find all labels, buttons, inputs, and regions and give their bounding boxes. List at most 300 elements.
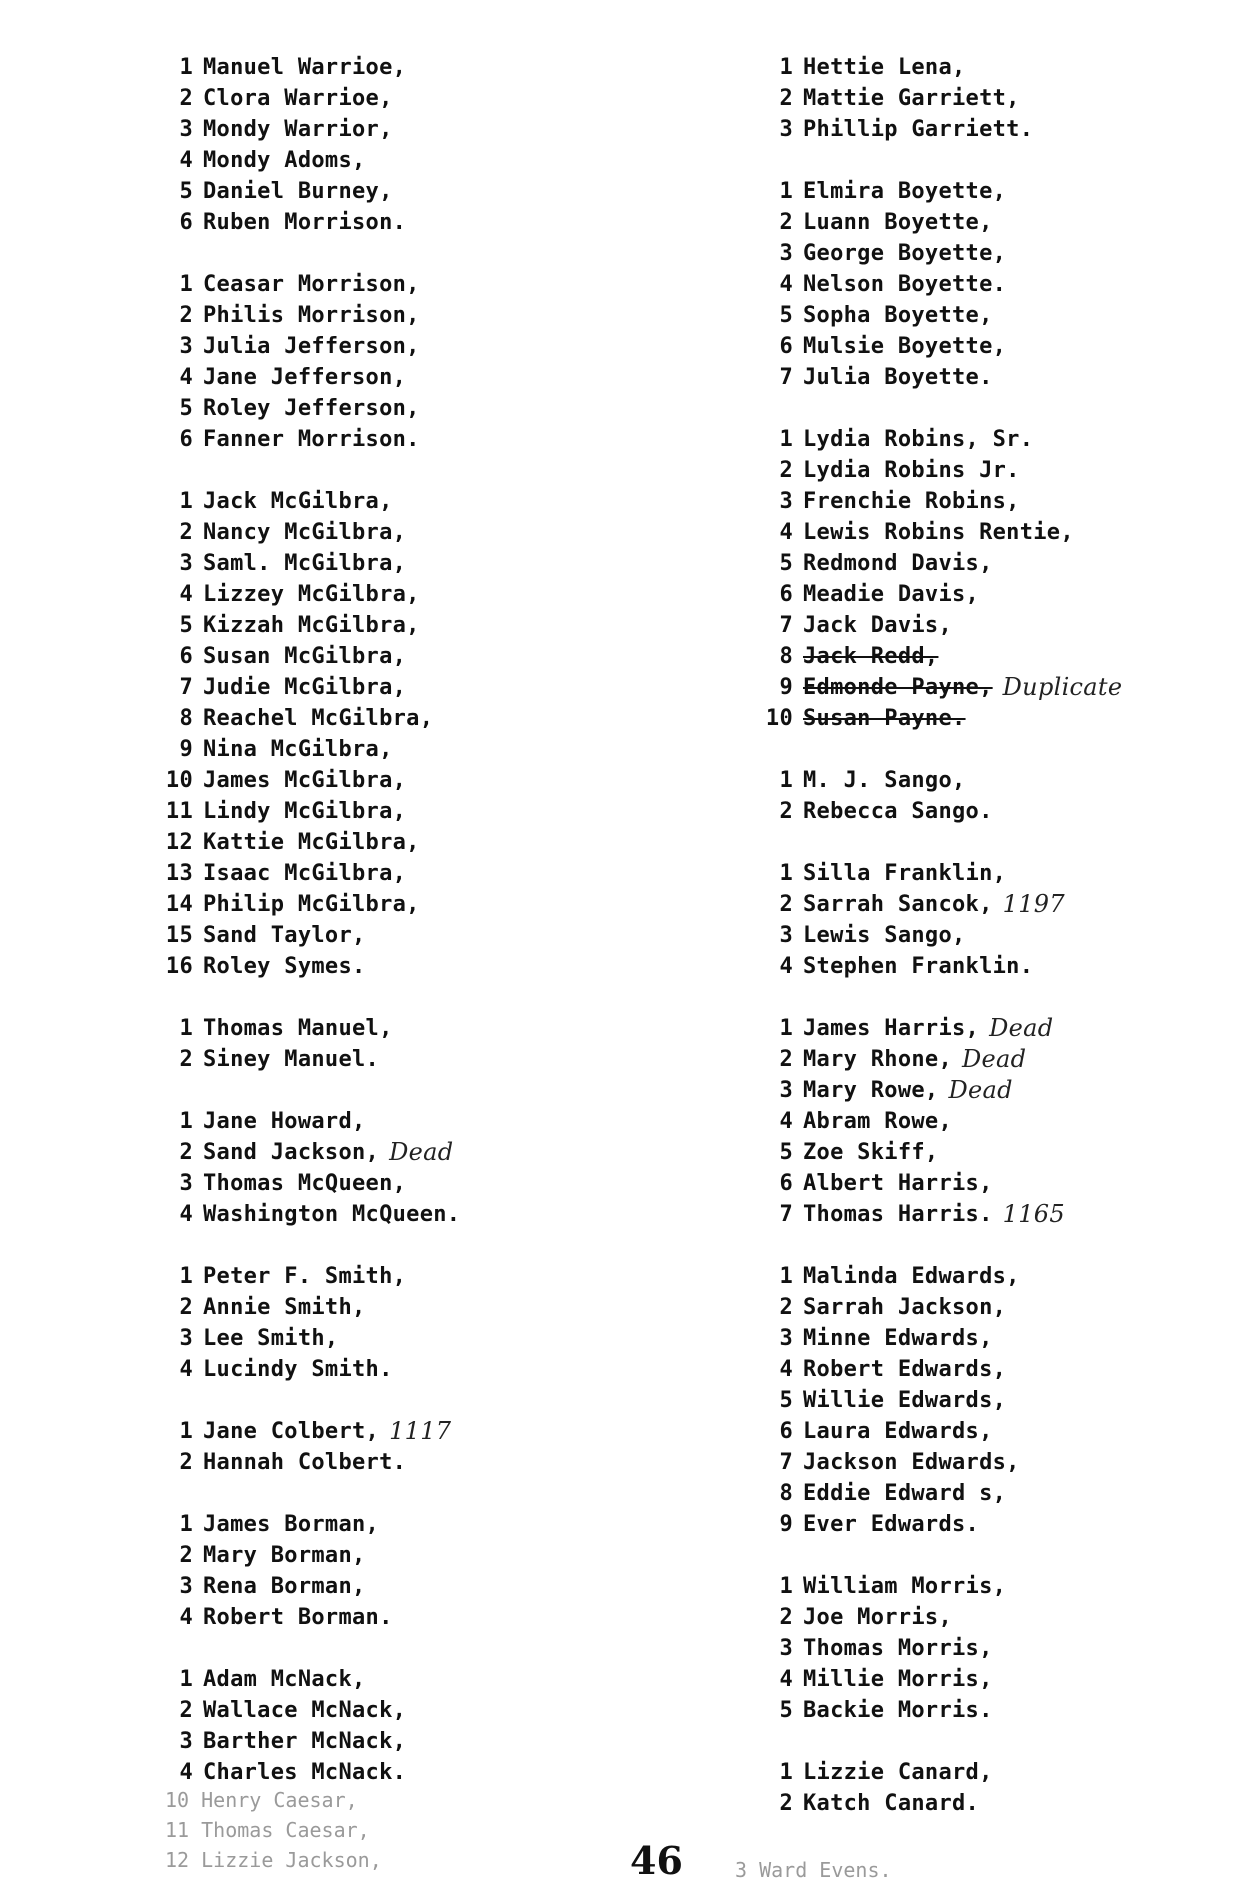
person-name: Phillip Garriett. <box>803 117 1034 142</box>
list-item <box>745 548 1215 579</box>
list-item <box>745 889 1215 920</box>
entry-number: 3 <box>779 1636 793 1661</box>
entry-number: 2 <box>179 1543 193 1568</box>
entry-number: 8 <box>779 1481 793 1506</box>
person-name: Jane Howard, <box>203 1109 366 1134</box>
entry-number: 4 <box>179 1760 193 1785</box>
page-number: 46 <box>630 1838 683 1883</box>
entry-number: 6 <box>779 1419 793 1444</box>
list-item <box>745 1571 1215 1602</box>
person-name: Mulsie Boyette, <box>803 334 1007 359</box>
list-item <box>145 889 615 920</box>
family-group <box>145 486 615 982</box>
person-name: Silla Franklin, <box>803 861 1007 886</box>
list-item <box>145 362 615 393</box>
list-item <box>745 1168 1215 1199</box>
person-name: Roley Jefferson, <box>203 396 420 421</box>
list-item <box>745 858 1215 889</box>
person-name: James McGilbra, <box>203 768 407 793</box>
list-item <box>145 1013 615 1044</box>
entry-number: 7 <box>779 1202 793 1227</box>
entry-number: 3 <box>779 117 793 142</box>
entry-number: 2 <box>179 1698 193 1723</box>
handwritten-note: Duplicate <box>1002 673 1123 701</box>
list-item <box>745 579 1215 610</box>
entry-number: 1 <box>179 1109 193 1134</box>
person-name: Sarrah Sancok, <box>803 892 993 917</box>
entry-number: 1 <box>779 1574 793 1599</box>
entry-number: 14 <box>165 892 193 917</box>
list-item <box>145 765 615 796</box>
list-item <box>145 1695 615 1726</box>
person-name: Mary Rowe, <box>803 1078 939 1103</box>
entry-number: 1 <box>779 1760 793 1785</box>
person-name: Redmond Davis, <box>803 551 993 576</box>
entry-number: 4 <box>779 272 793 297</box>
list-item <box>745 1602 1215 1633</box>
family-group <box>145 1106 615 1230</box>
person-name: Kizzah McGilbra, <box>203 613 420 638</box>
person-name: Thomas Manuel, <box>203 1016 393 1041</box>
family-group <box>145 269 615 455</box>
person-name: Lewis Sango, <box>803 923 966 948</box>
entry-number: 5 <box>779 303 793 328</box>
entry-number: 1 <box>179 1016 193 1041</box>
entry-number: 3 <box>779 1326 793 1351</box>
bleed-through-text: 12 Lizzie Jackson, <box>165 1848 382 1872</box>
list-item <box>145 300 615 331</box>
person-name: Jane Jefferson, <box>203 365 407 390</box>
entry-number: 3 <box>779 923 793 948</box>
handwritten-note: Dead <box>948 1076 1013 1104</box>
entry-number: 4 <box>179 1605 193 1630</box>
list-item <box>145 486 615 517</box>
list-item <box>745 300 1215 331</box>
entry-number: 2 <box>779 458 793 483</box>
entry-number: 5 <box>179 396 193 421</box>
person-name: Lewis Robins Rentie, <box>803 520 1074 545</box>
family-group <box>145 1261 615 1385</box>
person-name: Malinda Edwards, <box>803 1264 1020 1289</box>
person-name: Sand Jackson, <box>203 1140 380 1165</box>
entry-number: 2 <box>779 1791 793 1816</box>
entry-number: 4 <box>779 1667 793 1692</box>
person-name: Mondy Warrior, <box>203 117 393 142</box>
entry-number: 1 <box>179 1512 193 1537</box>
person-name: Mattie Garriett, <box>803 86 1020 111</box>
list-item <box>145 1199 615 1230</box>
list-item <box>145 672 615 703</box>
entry-number: 4 <box>179 148 193 173</box>
list-item <box>745 1354 1215 1385</box>
list-item <box>745 331 1215 362</box>
entry-number: 2 <box>779 86 793 111</box>
entry-number: 5 <box>779 1698 793 1723</box>
person-name: Isaac McGilbra, <box>203 861 407 886</box>
list-item <box>745 672 1215 703</box>
bleed-through-text: 10 Henry Caesar, <box>165 1788 358 1812</box>
entry-number: 4 <box>779 954 793 979</box>
family-group <box>745 176 1215 393</box>
entry-number: 2 <box>779 892 793 917</box>
person-name: Julia Jefferson, <box>203 334 420 359</box>
entry-number: 1 <box>779 427 793 452</box>
list-item <box>145 641 615 672</box>
person-name: Manuel Warrioe, <box>203 55 407 80</box>
entry-number: 1 <box>779 1016 793 1041</box>
list-item <box>145 1292 615 1323</box>
list-item <box>145 1416 615 1447</box>
list-item <box>145 920 615 951</box>
person-name: Backie Morris. <box>803 1698 993 1723</box>
entry-number: 4 <box>179 582 193 607</box>
bleed-through-text: 3 Ward Evens. <box>735 1858 892 1882</box>
person-name: William Morris, <box>803 1574 1007 1599</box>
entry-number: 13 <box>165 861 193 886</box>
person-name: Saml. McGilbra, <box>203 551 407 576</box>
person-name: Nina McGilbra, <box>203 737 393 762</box>
list-item <box>745 1013 1215 1044</box>
list-item <box>745 362 1215 393</box>
entry-number: 1 <box>779 861 793 886</box>
entry-number: 2 <box>179 303 193 328</box>
list-item <box>745 1447 1215 1478</box>
entry-number: 8 <box>179 706 193 731</box>
person-name: Mary Borman, <box>203 1543 366 1568</box>
person-name: Nelson Boyette. <box>803 272 1007 297</box>
person-name: Daniel Burney, <box>203 179 393 204</box>
person-name: Jackson Edwards, <box>803 1450 1020 1475</box>
list-item <box>145 1354 615 1385</box>
entry-number: 16 <box>165 954 193 979</box>
list-item <box>145 114 615 145</box>
person-name: Lee Smith, <box>203 1326 339 1351</box>
person-name: Sand Taylor, <box>203 923 366 948</box>
family-group <box>745 1013 1215 1230</box>
list-item <box>145 176 615 207</box>
family-group <box>745 424 1215 734</box>
list-item <box>145 207 615 238</box>
handwritten-note: 1165 <box>1002 1200 1065 1228</box>
person-name: Ever Edwards. <box>803 1512 980 1537</box>
family-group <box>745 765 1215 827</box>
entry-number: 1 <box>779 55 793 80</box>
list-item <box>145 269 615 300</box>
family-group <box>745 1757 1215 1819</box>
list-item <box>145 1323 615 1354</box>
list-item <box>145 734 615 765</box>
entry-number: 10 <box>165 768 193 793</box>
person-name: Kattie McGilbra, <box>203 830 420 855</box>
person-name: Wallace McNack, <box>203 1698 407 1723</box>
entry-number: 9 <box>779 1512 793 1537</box>
person-name: Edmonde Payne, <box>803 675 993 700</box>
list-item <box>145 1540 615 1571</box>
person-name: Katch Canard. <box>803 1791 980 1816</box>
person-name: Nancy McGilbra, <box>203 520 407 545</box>
person-name: Lydia Robins Jr. <box>803 458 1020 483</box>
person-name: Albert Harris, <box>803 1171 993 1196</box>
person-name: Susan Payne. <box>803 706 966 731</box>
list-item <box>145 796 615 827</box>
person-name: Elmira Boyette, <box>803 179 1007 204</box>
person-name: Julia Boyette. <box>803 365 993 390</box>
entry-number: 1 <box>179 272 193 297</box>
entry-number: 1 <box>779 1264 793 1289</box>
list-item <box>745 1137 1215 1168</box>
person-name: Thomas McQueen, <box>203 1171 407 1196</box>
person-name: Willie Edwards, <box>803 1388 1007 1413</box>
list-item <box>145 1137 615 1168</box>
list-item <box>145 1602 615 1633</box>
entry-number: 2 <box>179 1450 193 1475</box>
person-name: M. J. Sango, <box>803 768 966 793</box>
entry-number: 15 <box>165 923 193 948</box>
person-name: Siney Manuel. <box>203 1047 380 1072</box>
entry-number: 3 <box>179 117 193 142</box>
list-item <box>745 1044 1215 1075</box>
list-item <box>145 610 615 641</box>
entry-number: 2 <box>179 520 193 545</box>
list-item <box>745 920 1215 951</box>
entry-number: 4 <box>779 1357 793 1382</box>
entry-number: 6 <box>779 334 793 359</box>
entry-number: 4 <box>179 1202 193 1227</box>
list-item <box>745 1292 1215 1323</box>
handwritten-note: Dead <box>389 1138 454 1166</box>
list-item <box>145 424 615 455</box>
entry-number: 11 <box>165 799 193 824</box>
list-item <box>145 393 615 424</box>
entry-number: 1 <box>179 55 193 80</box>
person-name: Fanner Morrison. <box>203 427 420 452</box>
list-item <box>745 1695 1215 1726</box>
family-group <box>745 1571 1215 1726</box>
entry-number: 3 <box>179 334 193 359</box>
entry-number: 12 <box>165 830 193 855</box>
person-name: Thomas Harris. <box>803 1202 993 1227</box>
list-item <box>745 796 1215 827</box>
entry-number: 7 <box>779 1450 793 1475</box>
entry-number: 2 <box>779 1295 793 1320</box>
person-name: Peter F. Smith, <box>203 1264 407 1289</box>
person-name: Luann Boyette, <box>803 210 993 235</box>
person-name: Sopha Boyette, <box>803 303 993 328</box>
entry-number: 7 <box>779 365 793 390</box>
person-name: Mary Rhone, <box>803 1047 952 1072</box>
person-name: Millie Morris, <box>803 1667 993 1692</box>
list-item <box>145 1757 615 1788</box>
person-name: Abram Rowe, <box>803 1109 952 1134</box>
entry-number: 3 <box>779 241 793 266</box>
entry-number: 6 <box>179 210 193 235</box>
list-item <box>745 486 1215 517</box>
entry-number: 4 <box>779 1109 793 1134</box>
person-name: Ceasar Morrison, <box>203 272 420 297</box>
list-item <box>745 238 1215 269</box>
list-item <box>745 1075 1215 1106</box>
entry-number: 1 <box>179 1667 193 1692</box>
entry-number: 2 <box>179 1295 193 1320</box>
list-item <box>145 703 615 734</box>
person-name: Annie Smith, <box>203 1295 366 1320</box>
entry-number: 1 <box>779 768 793 793</box>
person-name: Clora Warrioe, <box>203 86 393 111</box>
entry-number: 6 <box>179 427 193 452</box>
list-item <box>145 1571 615 1602</box>
person-name: Hannah Colbert. <box>203 1450 407 1475</box>
entry-number: 1 <box>179 1419 193 1444</box>
list-item <box>745 1478 1215 1509</box>
family-group <box>145 1416 615 1478</box>
list-item <box>745 52 1215 83</box>
entry-number: 2 <box>179 1047 193 1072</box>
person-name: Laura Edwards, <box>803 1419 993 1444</box>
entry-number: 4 <box>779 520 793 545</box>
list-item <box>745 1788 1215 1819</box>
entry-number: 8 <box>779 644 793 669</box>
person-name: Lizzey McGilbra, <box>203 582 420 607</box>
entry-number: 7 <box>179 675 193 700</box>
list-item <box>145 331 615 362</box>
entry-number: 7 <box>779 613 793 638</box>
entry-number: 9 <box>179 737 193 762</box>
list-item <box>745 765 1215 796</box>
list-item <box>745 951 1215 982</box>
left-column <box>145 52 615 1819</box>
list-item <box>745 1509 1215 1540</box>
list-item <box>745 703 1215 734</box>
person-name: Stephen Franklin. <box>803 954 1034 979</box>
list-item <box>145 83 615 114</box>
person-name: Judie McGilbra, <box>203 675 407 700</box>
list-item <box>745 517 1215 548</box>
handwritten-note: 1197 <box>1002 890 1065 918</box>
person-name: Jane Colbert, <box>203 1419 380 1444</box>
list-item <box>745 1664 1215 1695</box>
list-item <box>145 1509 615 1540</box>
list-item <box>145 579 615 610</box>
list-item <box>745 269 1215 300</box>
person-name: Robert Borman. <box>203 1605 393 1630</box>
list-item <box>745 1416 1215 1447</box>
entry-number: 5 <box>779 1140 793 1165</box>
person-name: Joe Morris, <box>803 1605 952 1630</box>
entry-number: 3 <box>779 1078 793 1103</box>
list-item <box>145 951 615 982</box>
list-item <box>145 1044 615 1075</box>
person-name: Jack Davis, <box>803 613 952 638</box>
list-item <box>745 176 1215 207</box>
entry-number: 2 <box>179 86 193 111</box>
entry-number: 3 <box>179 1574 193 1599</box>
list-item <box>745 83 1215 114</box>
person-name: Frenchie Robins, <box>803 489 1020 514</box>
family-group <box>745 858 1215 982</box>
list-item <box>745 114 1215 145</box>
list-item <box>145 1106 615 1137</box>
list-item <box>145 145 615 176</box>
list-item <box>145 52 615 83</box>
person-name: Adam McNack, <box>203 1667 366 1692</box>
list-item <box>745 641 1215 672</box>
list-item <box>145 1726 615 1757</box>
list-item <box>745 1385 1215 1416</box>
list-item <box>745 207 1215 238</box>
person-name: Barther McNack, <box>203 1729 407 1754</box>
person-name: Jack McGilbra, <box>203 489 393 514</box>
person-name: Meadie Davis, <box>803 582 980 607</box>
person-name: George Boyette, <box>803 241 1007 266</box>
list-item <box>745 1261 1215 1292</box>
entry-number: 4 <box>179 365 193 390</box>
person-name: Jack Redd, <box>803 644 939 669</box>
person-name: James Harris, <box>803 1016 980 1041</box>
entry-number: 1 <box>179 489 193 514</box>
list-item <box>745 1323 1215 1354</box>
person-name: Washington McQueen. <box>203 1202 461 1227</box>
list-item <box>745 610 1215 641</box>
list-item <box>145 1664 615 1695</box>
entry-number: 1 <box>179 1264 193 1289</box>
entry-number: 2 <box>779 1605 793 1630</box>
list-item <box>745 1106 1215 1137</box>
person-name: Robert Edwards, <box>803 1357 1007 1382</box>
entry-number: 2 <box>779 210 793 235</box>
person-name: Charles McNack. <box>203 1760 407 1785</box>
person-name: Lucindy Smith. <box>203 1357 393 1382</box>
person-name: Philip McGilbra, <box>203 892 420 917</box>
bleed-through-text: 11 Thomas Caesar, <box>165 1818 370 1842</box>
entry-number: 5 <box>179 613 193 638</box>
entry-number: 5 <box>779 1388 793 1413</box>
entry-number: 9 <box>779 675 793 700</box>
person-name: Ruben Morrison. <box>203 210 407 235</box>
list-item <box>145 858 615 889</box>
entry-number: 3 <box>779 489 793 514</box>
list-item <box>145 1447 615 1478</box>
list-item <box>745 1757 1215 1788</box>
entry-number: 5 <box>179 179 193 204</box>
list-item <box>145 827 615 858</box>
list-item <box>745 424 1215 455</box>
person-name: Roley Symes. <box>203 954 366 979</box>
person-name: Mondy Adoms, <box>203 148 366 173</box>
entry-number: 5 <box>779 551 793 576</box>
list-item <box>145 1168 615 1199</box>
person-name: Lydia Robins, Sr. <box>803 427 1034 452</box>
list-item <box>145 548 615 579</box>
person-name: James Borman, <box>203 1512 380 1537</box>
right-column <box>745 52 1215 1850</box>
handwritten-note: Dead <box>962 1045 1027 1073</box>
entry-number: 2 <box>779 1047 793 1072</box>
list-item <box>745 1199 1215 1230</box>
family-group <box>145 52 615 238</box>
person-name: Philis Morrison, <box>203 303 420 328</box>
entry-number: 3 <box>179 1171 193 1196</box>
entry-number: 6 <box>179 644 193 669</box>
entry-number: 2 <box>779 799 793 824</box>
family-group <box>145 1509 615 1633</box>
list-item <box>745 455 1215 486</box>
person-name: Thomas Morris, <box>803 1636 993 1661</box>
person-name: Sarrah Jackson, <box>803 1295 1007 1320</box>
list-item <box>745 1633 1215 1664</box>
handwritten-note: Dead <box>989 1014 1054 1042</box>
person-name: Reachel McGilbra, <box>203 706 434 731</box>
entry-number: 6 <box>779 582 793 607</box>
